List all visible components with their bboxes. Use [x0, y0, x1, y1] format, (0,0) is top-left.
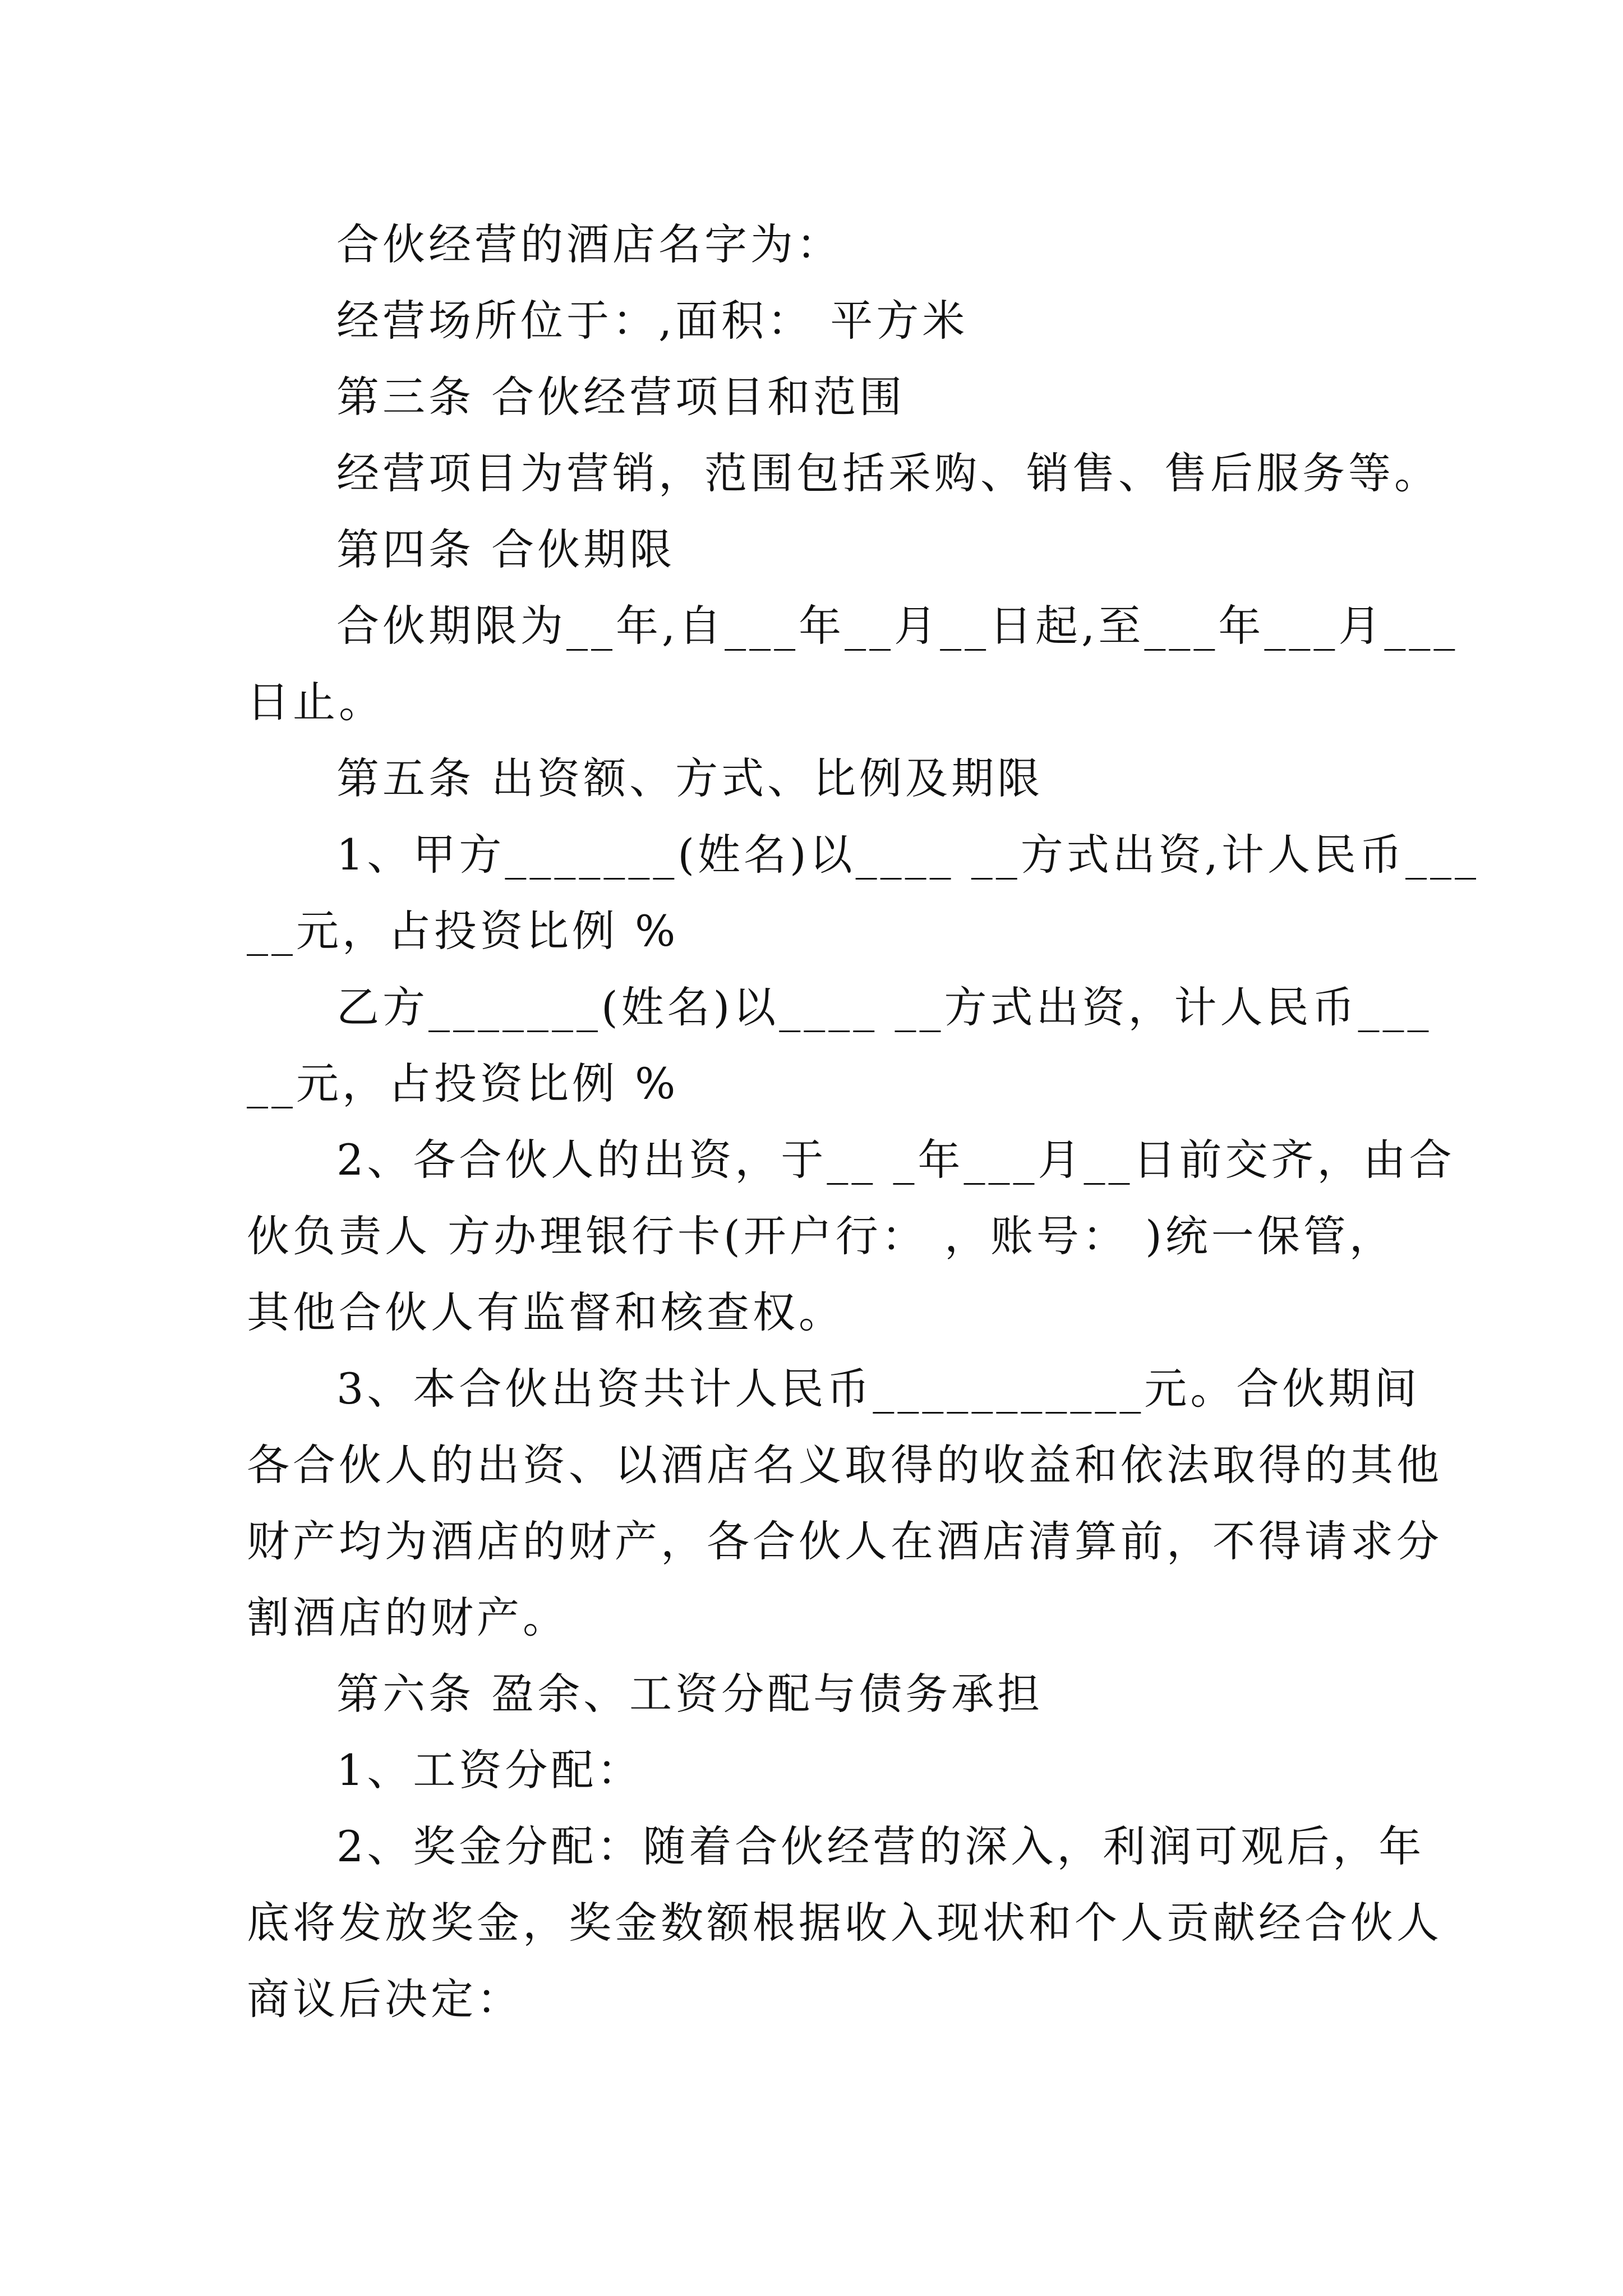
bonus-distribution-line-2: 底将发放奖金，奖金数额根据收入现状和个人贡献经合伙人 — [247, 1898, 1442, 1948]
party-a-contribution-line-1: 1、甲方_______(姓名)以____ __方式出资,计人民币___ — [336, 830, 1479, 880]
total-contribution-line-4: 割酒店的财产。 — [247, 1593, 569, 1642]
article-4-heading: 第四条 合伙期限 — [336, 524, 676, 574]
party-b-contribution-line-2: __元，占投资比例 % — [247, 1059, 679, 1108]
paragraph-term-line-2: 日止。 — [247, 677, 385, 727]
party-b-contribution-line-1: 乙方_______(姓名)以____ __方式出资，计人民币___ — [336, 982, 1432, 1032]
total-contribution-line-3: 财产均为酒店的财产，各合伙人在酒店清算前，不得请求分 — [247, 1516, 1442, 1566]
paragraph-business-location: 经营场所位于：,面积： 平方米 — [336, 296, 969, 346]
bonus-distribution-line-3: 商议后决定： — [247, 1974, 523, 2024]
article-3-heading: 第三条 合伙经营项目和范围 — [336, 372, 906, 422]
article-5-heading: 第五条 出资额、方式、比例及期限 — [336, 753, 1044, 803]
party-a-contribution-line-2: __元，占投资比例 % — [247, 906, 679, 956]
total-contribution-line-2: 各合伙人的出资、以酒店名义取得的收益和依法取得的其他 — [247, 1440, 1442, 1490]
contribution-deadline-line-2: 伙负责人 方办理银行卡(开户行： ，账号： )统一保管， — [247, 1211, 1395, 1261]
contribution-deadline-line-1: 2、各合伙人的出资，于__ _年___月__日前交齐，由合 — [336, 1135, 1455, 1185]
paragraph-business-scope: 经营项目为营销，范围包括采购、销售、售后服务等。 — [336, 448, 1440, 498]
paragraph-term-line-1: 合伙期限为__年,自___年__月__日起,至___年___月___ — [336, 601, 1459, 651]
salary-distribution: 1、工资分配： — [336, 1745, 643, 1795]
bonus-distribution-line-1: 2、奖金分配：随着合伙经营的深入，利润可观后，年 — [336, 1821, 1425, 1871]
paragraph-hotel-name: 合伙经营的酒店名字为： — [336, 219, 842, 269]
contribution-deadline-line-3: 其他合伙人有监督和核查权。 — [247, 1287, 845, 1337]
article-6-heading: 第六条 盈余、工资分配与债务承担 — [336, 1669, 1044, 1719]
total-contribution-line-1: 3、本合伙出资共计人民币___________元。合伙期间 — [336, 1364, 1421, 1414]
